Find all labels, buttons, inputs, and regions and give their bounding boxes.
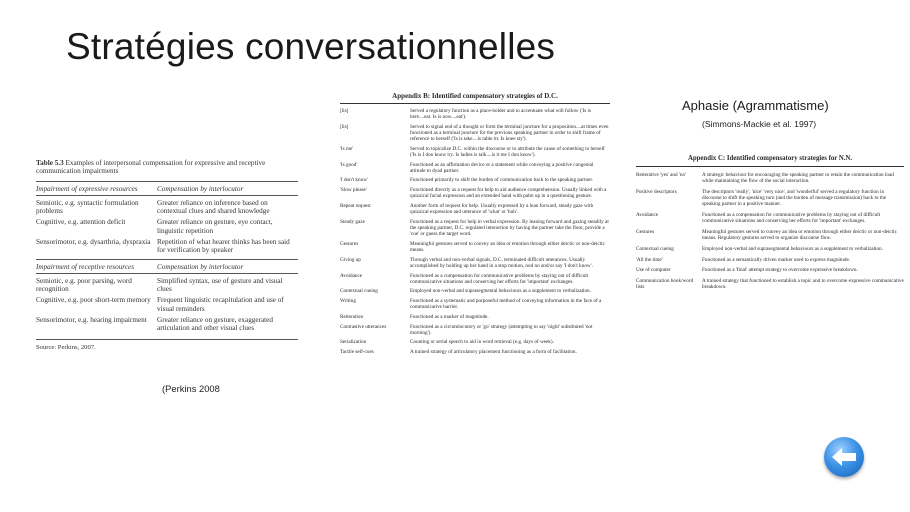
table-header-cell: Compensation by interlocutor (157, 184, 244, 193)
appendix-c-title: Appendix C: Identified compensatory strategies for N.N. (636, 155, 904, 167)
table-source: Source: Perkins, 2007. (36, 339, 298, 352)
strategy-description: Another form of request for help. Usually expressed by a lean forward, steady gaze with quizzical expression and utterance of 'what' or 'huh'. (410, 202, 594, 216)
appendix-c-rows (636, 172, 904, 291)
strategy-name: Gestures (340, 240, 359, 247)
table-row (340, 257, 610, 269)
table-row (340, 203, 610, 215)
table-cell: Simplified syntax, use of gesture and visual clues (157, 276, 283, 294)
strategy-name: Positive descriptors (636, 188, 677, 195)
table-cell: Greater reliance on gesture, eye contact, linguistic repetition (157, 218, 273, 235)
table-row (636, 257, 904, 263)
strategy-description: Functioned as a semantically driven marker used to express magnitude. (702, 256, 851, 263)
strategy-description: Served a regulatory function as a place-holder and to accentuate what will follow ('Is is here....eat. Is is now....eat'). (410, 107, 591, 121)
table-row (636, 172, 904, 184)
table-header-cell: Impairment of receptive resources (36, 262, 134, 271)
strategy-description: Functioned as a compensation for communicative problems by staying out of difficult communicative situations and conserving her efforts for 'important' exchanges. (702, 211, 881, 225)
strategy-description: Functioned as a systematic and purposeful method of conveying information in the face of a communicative barrier. (410, 298, 602, 311)
table-cell: Sensorimotor, e.g. dysarthria, dyspraxia (36, 237, 151, 246)
strategy-name: Contextual cueing (340, 288, 378, 295)
strategy-name: Contextual cueing (636, 245, 674, 252)
table-cell: Greater reliance on gesture, exaggerated articulation and other visual clues (157, 315, 273, 333)
table-row (340, 162, 610, 174)
table-cell: Frequent linguistic recapitulation and use of visual reminders (157, 296, 284, 313)
strategy-description: Employed non-verbal and suprasegmental behaviours as a supplement to verbalization. (702, 245, 883, 252)
strategy-name: Steady gaze (340, 218, 365, 225)
table-row (340, 108, 610, 120)
strategy-name: Reiteration (340, 313, 364, 320)
table-row (340, 241, 610, 253)
table-row (36, 277, 298, 294)
appendix-b-rows (340, 108, 610, 356)
table-row (636, 212, 904, 224)
aphasia-reference: (Simmons-Mackie et al. 1997) (702, 119, 817, 129)
table-row (36, 199, 298, 216)
strategy-name: 'I don't know' (340, 177, 368, 184)
table-row (340, 314, 610, 320)
strategy-description: Counting or serial speech to aid in word retrieval (e.g. days of week). (410, 339, 554, 346)
table-row (340, 187, 610, 199)
table-5-3 (36, 159, 298, 351)
strategy-name: Serialization (340, 339, 367, 346)
table-caption (36, 159, 298, 176)
appendix-c (636, 155, 904, 290)
strategy-name: Writing (340, 298, 356, 305)
table-row (36, 238, 298, 255)
table-header-expressive (36, 181, 298, 196)
table-caption-text: Examples of interpersonal compensation for expressive and receptive communication impairments (36, 159, 266, 176)
strategy-name: [lis] (340, 123, 349, 130)
back-arrow-icon (830, 446, 858, 468)
strategy-description: Functioned as a 'final' attempt strategy to overcome expressive breakdown. (702, 267, 858, 274)
strategy-name: Repeat request (340, 202, 371, 209)
strategy-name: Communication book/word lists (636, 277, 694, 291)
table-row (636, 189, 904, 208)
table-row (36, 316, 298, 333)
strategy-description: Functioned as an affirmation device or a statement while conveying a positive congenial attitude to dyad partner. (410, 161, 594, 174)
strategy-name: Gestures (636, 228, 655, 235)
strategy-description: Functioned as a marker of magnitude. (410, 313, 489, 320)
table-row (636, 246, 904, 252)
strategy-description: Served to signal end of a thought or form the terminal juncture for a proposition....at times even functioned as a terminal juncture for the previous speaking partner in order to shift frame of reference to herself ('Is is take....is table itr. Is knee sty'). (410, 123, 609, 143)
strategy-description: A trained strategy of articulatory placement functioning as a form of facilitation. (410, 349, 577, 356)
strategy-name: 'All the time' (636, 256, 663, 263)
table-cell: Semiotic, e.g. poor parsing, word recognition (36, 276, 132, 294)
table-header-cell: Compensation by interlocutor (157, 262, 244, 271)
strategy-description: Functioned as a compensation for communicative problems by staying out of difficult communicative situations and conserving her efforts for 'important' exchanges. (410, 272, 589, 285)
appendix-b-title: Appendix B: Identified compensatory strategies of D.C. (340, 92, 610, 104)
strategy-name: Avoidance (636, 211, 659, 218)
appendix-b (340, 92, 610, 355)
table-cell: Sensorimotor, e.g. hearing impairment (36, 315, 147, 324)
table-header-receptive (36, 259, 298, 274)
table-row (340, 288, 610, 294)
strategy-description: Through verbal and non-verbal signals, D.C. terminated difficult utterances. Usually accomplished by holding up her hand in a stop motion, nod no and/or say 'I don't know'. (410, 256, 593, 269)
table-row (340, 124, 610, 143)
strategy-description: Employed non-verbal and suprasegmental behaviours as a supplement to verbalization. (410, 288, 591, 295)
table-row (36, 218, 298, 235)
strategy-description: Functioned primarily to shift the burden of communication back to the speaking partner. (410, 177, 594, 184)
strategy-description: A trained strategy that functioned to establish a topic and to overcome expressive communicative breakdown. (702, 277, 904, 291)
table-cell: Semiotic, e.g. syntactic formulation problems (36, 198, 139, 216)
strategy-name: Avoidance (340, 272, 363, 279)
strategy-name: 'Is good' (340, 161, 358, 168)
back-button[interactable] (824, 437, 864, 477)
table-row (340, 219, 610, 238)
table-row (636, 267, 904, 273)
table-row (340, 349, 610, 355)
strategy-description: Functioned as a circumlocutory or 'go' strategy (attempting to say 'night' substituted 'not morning'). (410, 323, 593, 336)
strategy-description: Meaningful gestures served to convey an idea or emotion through either deictic or non-deictic means. (410, 240, 605, 254)
table-cell: Cognitive, e.g. attention deficit (36, 218, 126, 227)
strategy-name: [lis] (340, 107, 349, 114)
table-row (340, 273, 610, 285)
strategy-name: 'Slow please' (340, 187, 367, 194)
strategy-description: Functioned as a request for help in verbal expression. By leaning forward and gazing steadily at the speaking partner, D.C. regulated interaction by having the partner take the floor, provide a 'cue' or guess the target word. (410, 218, 609, 238)
table-cell: Repetition of what hearer thinks has been said for verification by speaker (157, 237, 290, 255)
table-cell: Cognitive, e.g. poor short-term memory (36, 296, 151, 305)
table-row (36, 296, 298, 313)
slide-title: Stratégies conversationnelles (66, 26, 556, 67)
strategy-name: Giving up (340, 256, 361, 263)
table-row (340, 324, 610, 336)
table-row (636, 278, 904, 290)
table-row (340, 177, 610, 183)
strategy-description: A strategic behaviour for encouraging the speaking partner to retain the communication load while maintaining the flow of the social interaction. (702, 171, 894, 184)
strategy-description: The descriptors 'really', 'nice' 'very nice', and 'wonderful' served a regulatory function in discourse to shift the speaking turn (and the burden of message transmission) back to the speaking partner in a positive manner. (702, 188, 887, 208)
perkins-reference: (Perkins 2008 (162, 383, 220, 394)
aphasia-heading: Aphasie (Agrammatisme) (682, 98, 829, 113)
strategy-name: Use of computer (636, 267, 671, 274)
table-row (340, 146, 610, 158)
table-row (340, 298, 610, 310)
strategy-description: Meaningful gestures served to convey an idea or emotion through either deictic or non-deictic means. Regulatory gestures served to organize discourse flow. (702, 228, 897, 242)
strategy-name: Contrastive utterances (340, 323, 387, 330)
table-header-cell: Impairment of expressive resources (36, 184, 138, 193)
table-caption-label: Table 5.3 (36, 159, 64, 167)
table-row (636, 229, 904, 241)
strategy-name: Reiterative 'yes' and 'no' (636, 171, 686, 178)
strategy-name: 'Is me' (340, 145, 354, 152)
table-row (340, 339, 610, 345)
table-cell: Greater reliance on inference based on contextual clues and shared knowledge (157, 198, 270, 216)
strategy-name: Tactile self-cues (340, 349, 374, 356)
strategy-description: Served to topicalize D.C. within the discourse or to attribute the cause of something to herself ('Is is I don know try. Is ladies is talk....is it me I don know'). (410, 145, 605, 158)
strategy-description: Functioned directly as a request for help to aid audience comprehension. Usually linked with a quizzical facial expression and an extended hand with palm up in a questioning gesture. (410, 187, 607, 200)
